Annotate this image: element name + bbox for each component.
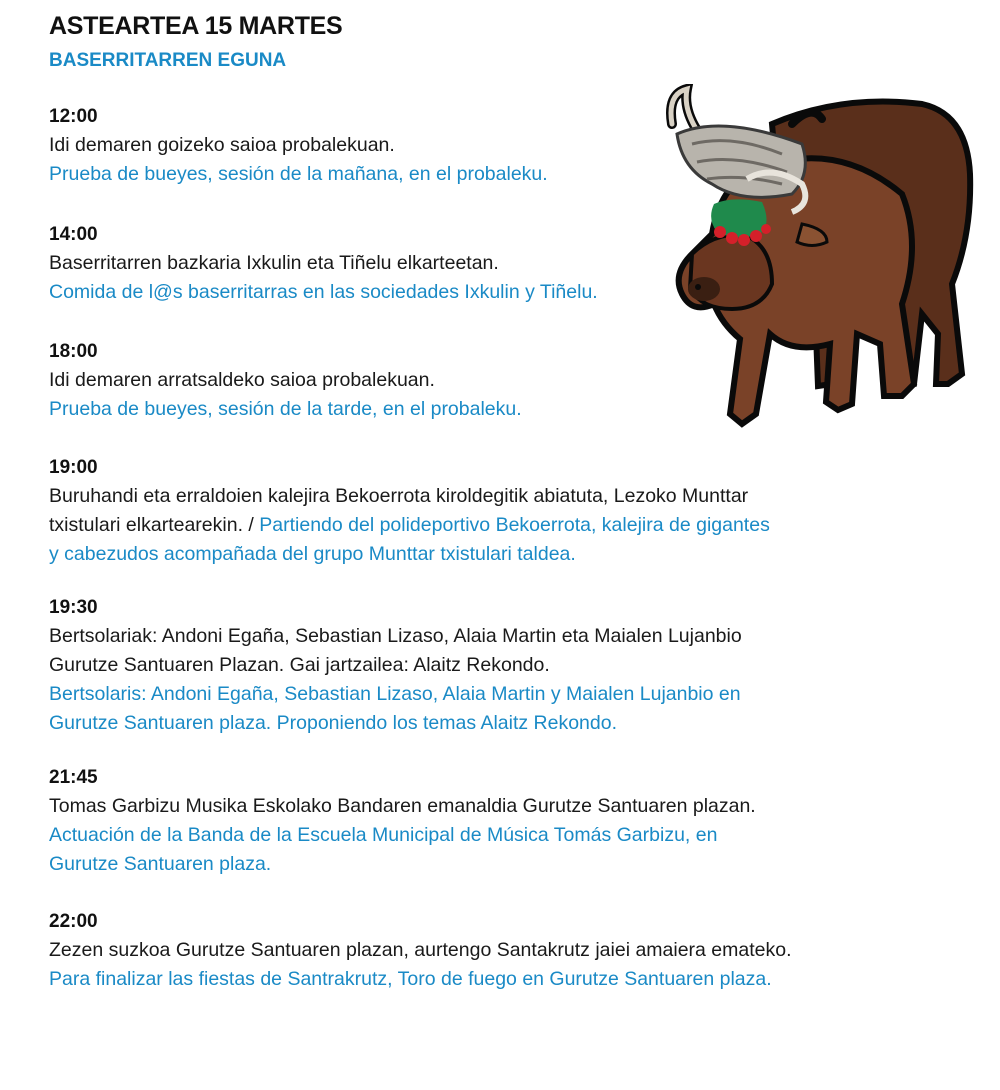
event-text-es: Prueba de bueyes, sesión de la mañana, en el probaleku.	[49, 163, 548, 185]
event-text-es: Gurutze Santuaren plaza. Proponiendo los temas Alaitz Rekondo.	[49, 712, 618, 734]
event-text-eu: Zezen suzkoa Gurutze Santuaren plazan, aurtengo Santakrutz jaiei amaiera emateko.	[49, 939, 792, 961]
event-text-eu: Baserritarren bazkaria Ixkulin eta Tiñelu elkarteetan.	[49, 252, 499, 274]
event-text-eu: Idi demaren goizeko saioa probalekuan.	[49, 134, 395, 156]
event-time: 18:00	[49, 341, 98, 362]
event-text-eu: Idi demaren arratsaldeko saioa probalekuan.	[49, 369, 435, 391]
event-time: 12:00	[49, 106, 98, 127]
event-text-eu: Buruhandi eta erraldoien kalejira Bekoerrota kiroldegitik abiatuta, Lezoko Munttar	[49, 485, 749, 507]
event-text-mixed	[49, 511, 949, 540]
event-time: 19:30	[49, 597, 98, 618]
event-text-eu: Bertsolariak: Andoni Egaña, Sebastian Lizaso, Alaia Martin eta Maialen Lujanbio	[49, 625, 742, 647]
event-time: 22:00	[49, 911, 98, 932]
event-text-es: Para finalizar las fiestas de Santrakrutz, Toro de fuego en Gurutze Santuaren plaza.	[49, 968, 772, 990]
ox-illustration	[652, 84, 974, 444]
event-text-es: Actuación de la Banda de la Escuela Municipal de Música Tomás Garbizu, en	[49, 824, 718, 846]
event-time: 14:00	[49, 224, 98, 245]
event-2200	[49, 908, 949, 994]
event-1930	[49, 594, 949, 738]
event-1900	[49, 454, 949, 569]
event-text-es: Gurutze Santuaren plaza.	[49, 853, 272, 875]
event-time: 19:00	[49, 457, 98, 478]
page-subtitle: BASERRITARREN EGUNA	[49, 50, 287, 71]
event-text-es: y cabezudos acompañada del grupo Munttar txistulari taldea.	[49, 543, 576, 565]
event-text-eu: txistulari elkartearekin. /	[49, 514, 260, 536]
event-text-es: Bertsolaris: Andoni Egaña, Sebastian Lizaso, Alaia Martin y Maialen Lujanbio en	[49, 683, 741, 705]
event-time: 21:45	[49, 767, 98, 788]
event-text-eu: Gurutze Santuaren Plazan. Gai jartzailea: Alaitz Rekondo.	[49, 654, 550, 676]
event-2145	[49, 764, 949, 879]
event-text-es: Prueba de bueyes, sesión de la tarde, en el probaleku.	[49, 398, 522, 420]
page-title: ASTEARTEA 15 MARTES	[49, 12, 343, 40]
event-text-es: Comida de l@s baserritarras en las sociedades Ixkulin y Tiñelu.	[49, 281, 598, 303]
event-text-eu: Tomas Garbizu Musika Eskolako Bandaren emanaldia Gurutze Santuaren plazan.	[49, 795, 756, 817]
event-text-es: Partiendo del polideportivo Bekoerrota, kalejira de gigantes	[259, 514, 770, 536]
